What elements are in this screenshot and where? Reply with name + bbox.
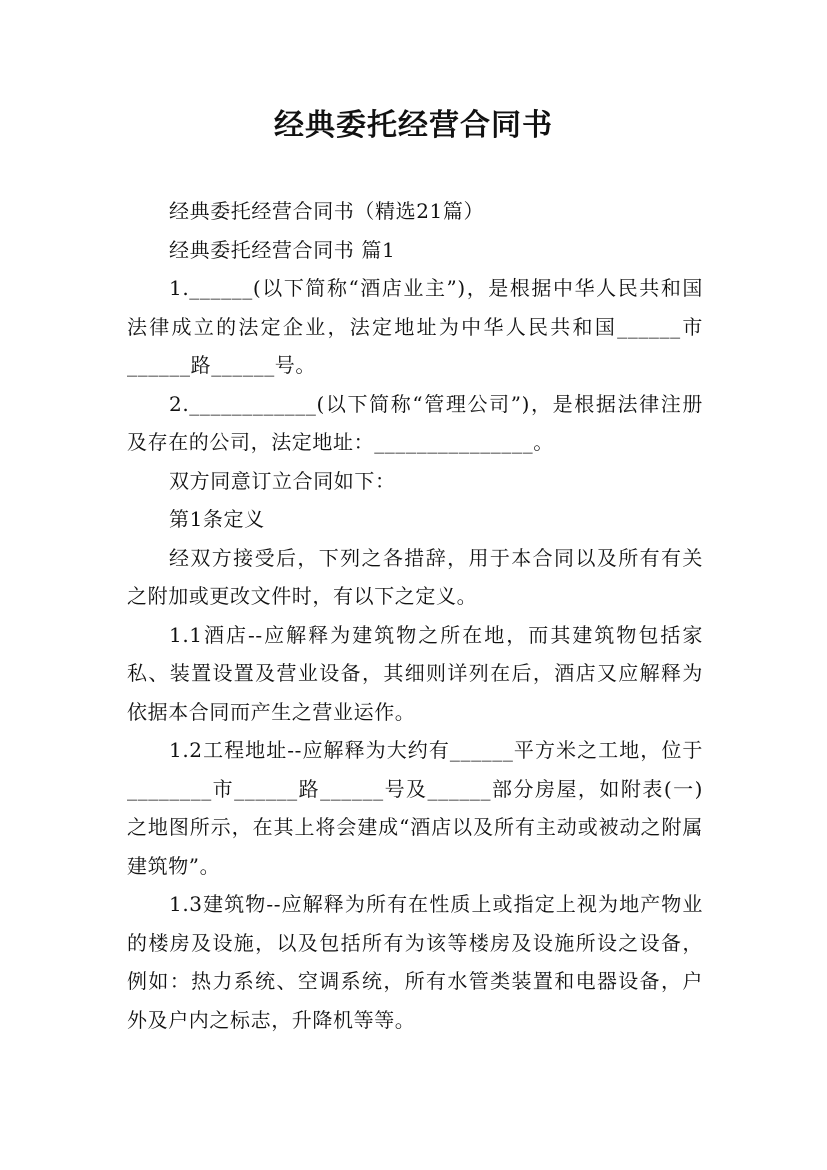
paragraph-subtitle: 经典委托经营合同书（精选21篇） [169, 199, 485, 223]
paragraph-clause-1-1: 1.1酒店--应解释为建筑物之所在地，而其建筑物包括家私、装置设置及营业设备，其细则详列在后，酒店又应解释为依据本合同而产生之营业运作。 [127, 622, 703, 724]
paragraph-section-heading: 经典委托经营合同书 篇1 [169, 237, 396, 262]
paragraph-clause-1-3: 1.3建筑物--应解释为所有在性质上或指定上视为地产物业的楼房及设施，以及包括所有为该等楼房及设施所设之设备，例如：热力系统、空调系统，所有水管类装置和电器设备，户外及户内之标志，升降机等等。 [127, 892, 703, 1032]
paragraph-definitions-intro: 经双方接受后，下列之各措辞，用于本合同以及所有有关之附加或更改文件时，有以下之定义。 [127, 545, 703, 608]
paragraph-party-2: 2.____________(以下简称“管理公司”)，是根据法律注册及存在的公司，法定地址：_______________。 [127, 391, 703, 454]
paragraph-agreement: 双方同意订立合同如下： [169, 468, 396, 493]
paragraph-article-1-heading: 第1条定义 [169, 507, 265, 531]
document-title: 经典委托经营合同书 [274, 108, 553, 143]
paragraph-clause-1-2: 1.2工程地址--应解释为大约有______平方米之工地，位于________市______路______号及______部分房屋，如附表(一)之地图所示，在其上将会建成“酒店以及所有主动或被动之附属建筑物”。 [127, 738, 703, 878]
document-body [127, 192, 703, 1039]
paragraph-party-1: 1.______(以下简称“酒店业主”)，是根据中华人民共和国法律成立的法定企业，法定地址为中华人民共和国______市______路______号。 [127, 276, 703, 377]
